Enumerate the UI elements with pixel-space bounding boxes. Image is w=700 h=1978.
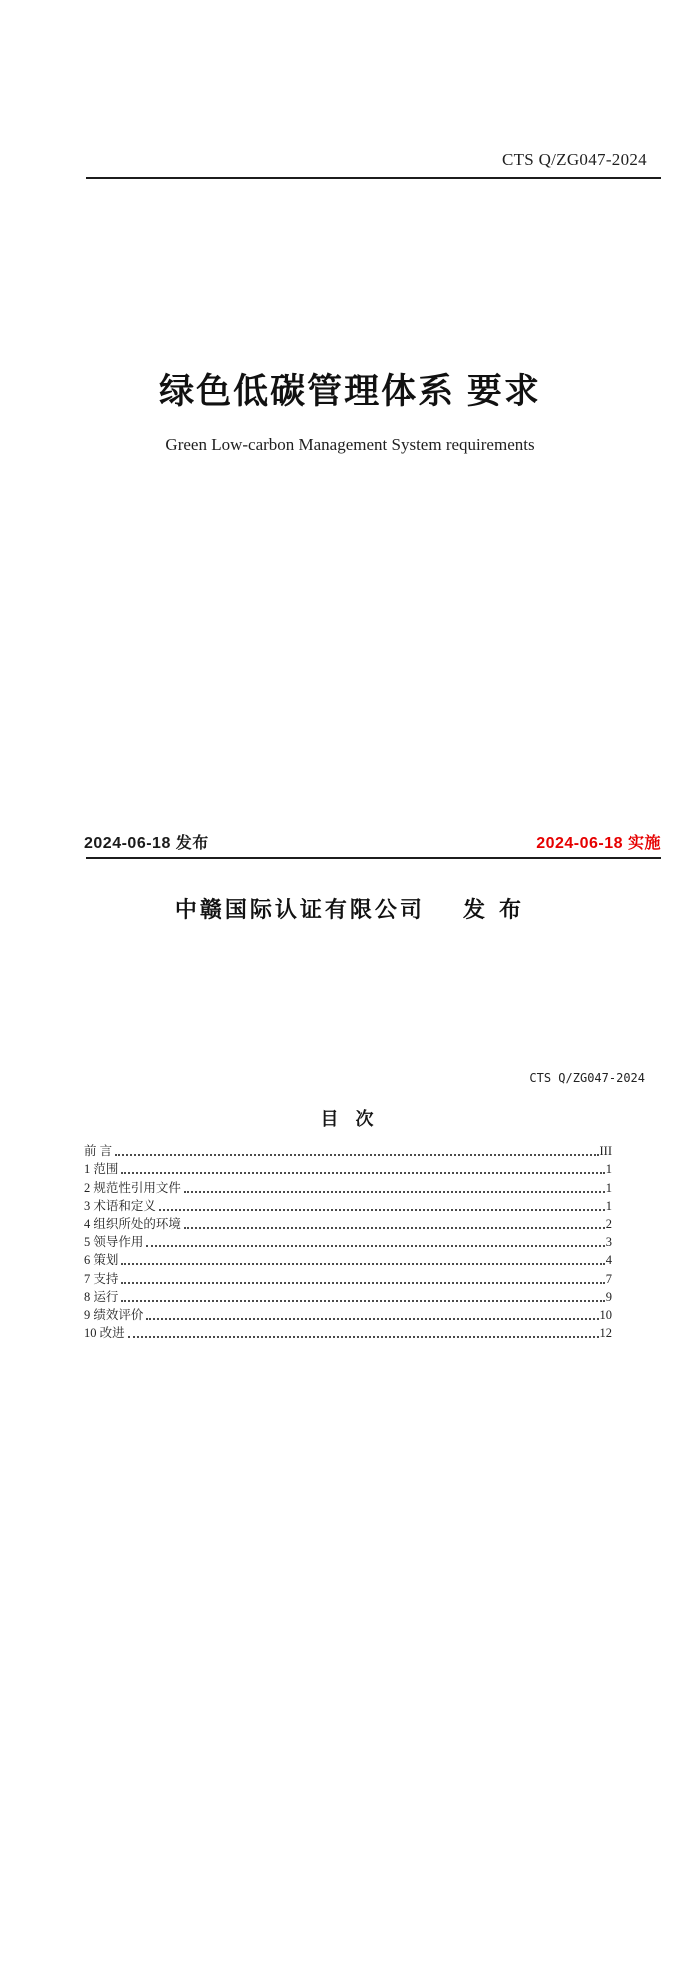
header-rule — [86, 177, 661, 179]
toc-dot-leader — [121, 1172, 604, 1174]
toc-entry — [84, 1249, 612, 1267]
toc-entry-page: 9 — [605, 1289, 612, 1304]
toc-entry-label: 9 绩效评价 — [84, 1307, 144, 1322]
toc-entry-label: 前 言 — [84, 1144, 113, 1159]
footer-rule — [86, 857, 661, 859]
toc-entry-label: 1 范围 — [84, 1162, 119, 1177]
toc-entry — [84, 1304, 612, 1322]
publisher-name: 中赣国际认证有限公司 — [174, 897, 425, 922]
toc-entry-label: 10 改进 — [84, 1326, 125, 1341]
toc-entry-label: 4 组织所处的环境 — [84, 1216, 181, 1231]
toc-dot-leader — [146, 1245, 604, 1247]
toc-entry — [84, 1322, 612, 1340]
toc-dot-leader — [146, 1318, 598, 1320]
implementation-date: 2024-06-18 实施 — [536, 835, 661, 852]
toc-entry-label: 7 支持 — [84, 1271, 119, 1286]
toc-dot-leader — [115, 1154, 598, 1156]
toc-entry-page: 7 — [605, 1271, 612, 1286]
doc-title: 绿色低碳管理体系 要求 — [159, 372, 541, 411]
toc-entry-page: 1 — [605, 1198, 612, 1213]
toc-entry-label: 5 领导作用 — [84, 1235, 144, 1250]
doc-code-header: CTS Q/ZG047-2024 — [501, 150, 647, 169]
toc-dot-leader — [121, 1263, 604, 1265]
toc-entry — [84, 1213, 612, 1231]
publish-label: 发 布 — [462, 897, 526, 922]
toc-entry-page: III — [599, 1144, 612, 1159]
toc-dot-leader — [121, 1300, 604, 1302]
toc-list — [84, 1140, 612, 1340]
toc-dot-leader — [184, 1191, 605, 1193]
toc-entry — [84, 1140, 612, 1158]
toc-entry-label: 2 规范性引用文件 — [84, 1180, 181, 1195]
doc-code-header-toc: CTS Q/ZG047-2024 — [529, 1071, 645, 1085]
toc-title: 目 次 — [320, 1109, 380, 1129]
toc-entry — [84, 1286, 612, 1304]
toc-entry — [84, 1158, 612, 1176]
toc-entry — [84, 1231, 612, 1249]
doc-subtitle-english: Green Low-carbon Management System requirements — [165, 435, 535, 454]
toc-entry-page: 1 — [605, 1180, 612, 1195]
toc-dot-leader — [128, 1336, 599, 1338]
toc-entry-page: 2 — [605, 1216, 612, 1231]
toc-dot-leader — [121, 1282, 604, 1284]
issue-date: 2024-06-18 发布 — [84, 835, 209, 852]
publisher-row — [0, 898, 700, 922]
toc-entry — [84, 1176, 612, 1194]
toc-entry-page: 10 — [599, 1307, 612, 1322]
toc-entry — [84, 1267, 612, 1285]
toc-dot-leader — [184, 1227, 605, 1229]
toc-entry-page: 1 — [605, 1162, 612, 1177]
toc-entry-page: 3 — [605, 1235, 612, 1250]
toc-entry-label: 3 术语和定义 — [84, 1198, 156, 1213]
date-row — [84, 835, 661, 853]
toc-entry-page: 12 — [599, 1326, 612, 1341]
toc-entry — [84, 1195, 612, 1213]
toc-entry-label: 8 运行 — [84, 1289, 119, 1304]
toc-entry-label: 6 策划 — [84, 1253, 119, 1268]
toc-entry-page: 4 — [605, 1253, 612, 1268]
toc-dot-leader — [159, 1209, 605, 1211]
